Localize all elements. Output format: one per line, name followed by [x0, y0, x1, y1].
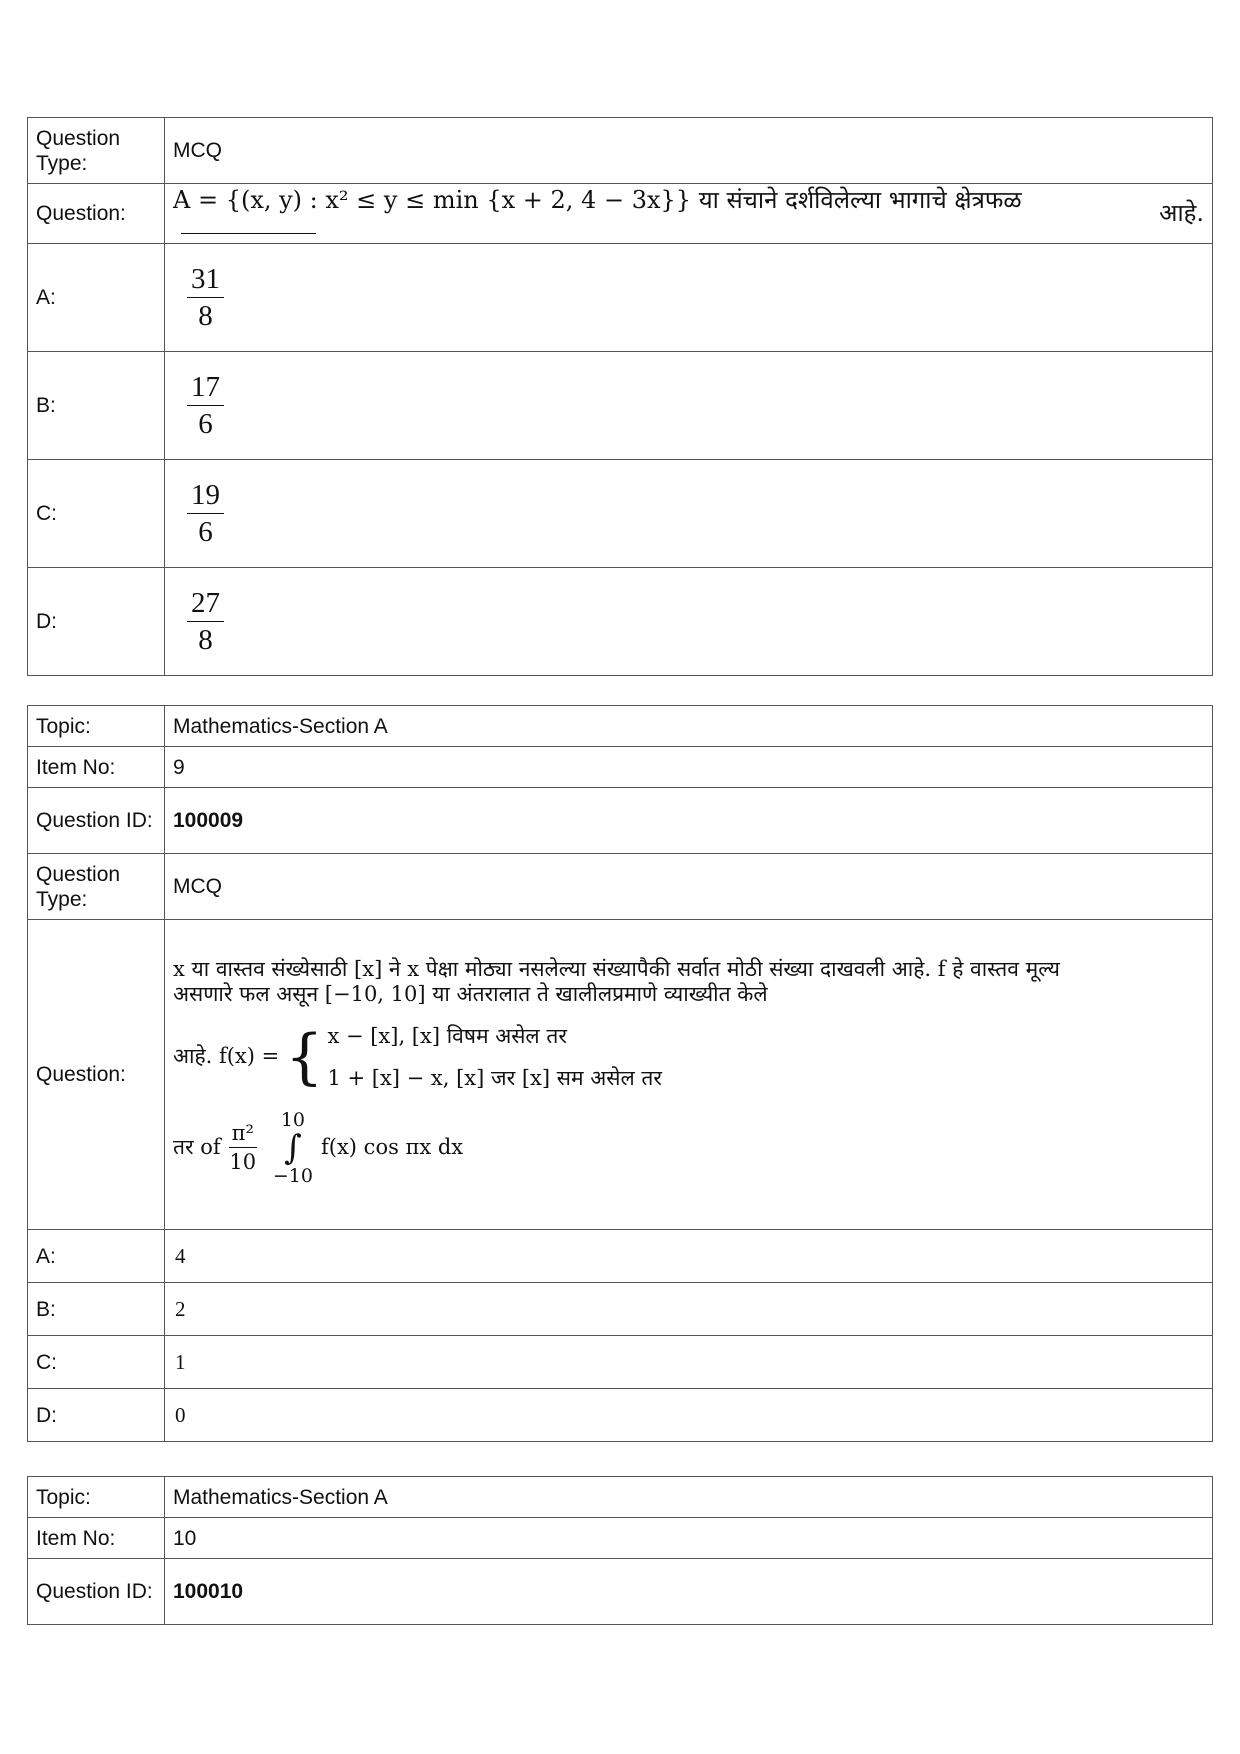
- option-d-numerator: 27: [187, 585, 224, 622]
- question-type-label: Question Type:: [28, 854, 165, 920]
- question-label: Question:: [28, 184, 165, 244]
- option-d-label: D:: [28, 1389, 165, 1442]
- frac-numerator: π²: [229, 1119, 257, 1148]
- topic-value: Mathematics-Section A: [165, 706, 1213, 747]
- question-type-label: Question Type:: [28, 118, 165, 184]
- option-b-label: B:: [28, 1283, 165, 1336]
- question-math: A = {(x, y) : x² ≤ y ≤ min {x + 2, 4 − 3x}}: [173, 186, 692, 214]
- option-c-label: C:: [28, 1336, 165, 1389]
- frac-denominator: 10: [229, 1150, 257, 1174]
- question-block-9: [27, 705, 1213, 1442]
- option-d: [165, 568, 1213, 676]
- option-a-denominator: 8: [198, 300, 213, 332]
- integral-expression: [173, 1109, 1204, 1187]
- question-id-label: Question ID:: [28, 1559, 165, 1625]
- option-a-value: 4: [165, 1230, 1213, 1283]
- option-a-label: A:: [28, 1230, 165, 1283]
- function-prefix: आहे. f(x) =: [173, 1044, 280, 1068]
- option-b-label: B:: [28, 352, 165, 460]
- option-c-value: 1: [165, 1336, 1213, 1389]
- question-label: Question:: [28, 920, 165, 1230]
- option-d-denominator: 8: [198, 624, 213, 656]
- integral-lower-limit: −10: [272, 1164, 313, 1187]
- topic-value: Mathematics-Section A: [165, 1477, 1213, 1518]
- topic-label: Topic:: [28, 706, 165, 747]
- item-no-value: 9: [165, 747, 1213, 788]
- option-c-label: C:: [28, 460, 165, 568]
- question-line-2: असणारे फल असून [−10, 10] या अंतरालात ते खालीलप्रमाणे व्याख्यीत केले: [173, 981, 768, 1006]
- option-b: [165, 352, 1213, 460]
- brace-icon: {: [285, 1021, 324, 1092]
- item-no-label: Item No:: [28, 747, 165, 788]
- option-c: [165, 460, 1213, 568]
- integral-upper-limit: 10: [280, 1108, 306, 1131]
- question-id-label: Question ID:: [28, 788, 165, 854]
- option-a: [165, 244, 1213, 352]
- question-text: [165, 184, 1213, 244]
- case-1: x − [x], [x] विषम असेल तर: [327, 1023, 567, 1048]
- option-a-label: A:: [28, 244, 165, 352]
- option-d-label: D:: [28, 568, 165, 676]
- question-type-value: MCQ: [165, 118, 1213, 184]
- question-block-10: [27, 1476, 1213, 1625]
- option-c-numerator: 19: [187, 477, 224, 514]
- option-c-denominator: 6: [198, 516, 213, 548]
- topic-label: Topic:: [28, 1477, 165, 1518]
- question-id-value: 100010: [165, 1559, 1213, 1625]
- option-b-denominator: 6: [198, 408, 213, 440]
- question-marathi: या संचाने दर्शविलेल्या भागाचे क्षेत्रफळ: [698, 186, 1022, 214]
- integrand: f(x) cos πx dx: [321, 1135, 464, 1159]
- option-b-value: 2: [165, 1283, 1213, 1336]
- option-b-numerator: 17: [187, 369, 224, 406]
- option-d-value: 0: [165, 1389, 1213, 1442]
- question-end: आहे.: [1159, 199, 1204, 227]
- question-line-1: x या वास्तव संख्येसाठी [x] ने x पेक्षा मोठ्या नसलेल्या संख्यापैकी सर्वात मोठी संख्या दाखवली आहे. f हे वास्तव मूल्य: [173, 956, 1060, 981]
- question-block-8: [27, 117, 1213, 676]
- integral-sign-icon: ∫: [284, 1127, 302, 1168]
- piecewise-function: [173, 1015, 1204, 1099]
- question-id-value: 100009: [165, 788, 1213, 854]
- case-2: 1 + [x] − x, [x] जर [x] सम असेल तर: [327, 1065, 662, 1090]
- question-type-value: MCQ: [165, 854, 1213, 920]
- item-no-value: 10: [165, 1518, 1213, 1559]
- item-no-label: Item No:: [28, 1518, 165, 1559]
- question-text: [165, 920, 1213, 1230]
- integral-prefix: तर of: [173, 1135, 221, 1159]
- answer-blank: [181, 213, 316, 234]
- option-a-numerator: 31: [187, 261, 224, 298]
